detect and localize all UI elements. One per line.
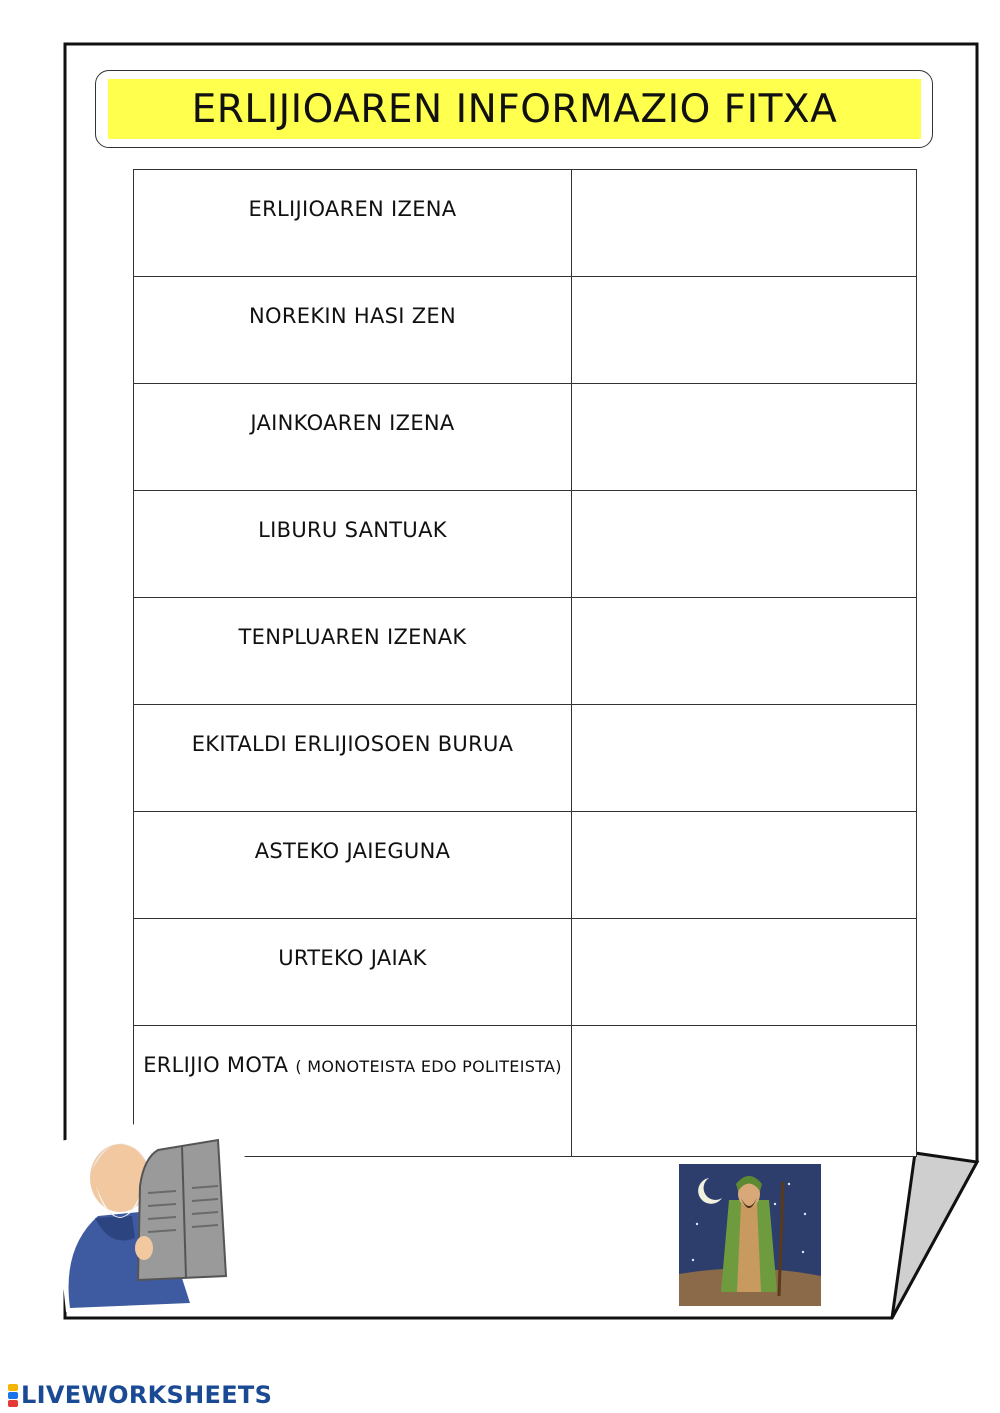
- liveworksheets-logo-icon: [8, 1384, 18, 1407]
- table-row: [134, 170, 917, 277]
- label-cell: URTEKO JAIAK: [134, 919, 572, 1026]
- table-row: [134, 491, 917, 598]
- table-row: [134, 277, 917, 384]
- page-title: ERLIJIOAREN INFORMAZIO FITXA: [191, 86, 838, 132]
- label-note: ( MONOTEISTA EDO POLITEISTA): [295, 1057, 562, 1076]
- table-row: [134, 598, 917, 705]
- brand-footer: [8, 1381, 272, 1409]
- label-cell: ASTEKO JAIEGUNA: [134, 812, 572, 919]
- info-table: [133, 169, 917, 1157]
- label-cell: TENPLUAREN IZENAK: [134, 598, 572, 705]
- table-row: [134, 384, 917, 491]
- table-row: [134, 919, 917, 1026]
- answer-cell[interactable]: [572, 384, 917, 491]
- label-cell: NOREKIN HASI ZEN: [134, 277, 572, 384]
- label-main: ERLIJIO MOTA: [143, 1053, 289, 1077]
- label-cell: EKITALDI ERLIJIOSOEN BURUA: [134, 705, 572, 812]
- title-band: [108, 79, 921, 139]
- answer-cell[interactable]: [572, 919, 917, 1026]
- table-row: [134, 812, 917, 919]
- moses-tablets-image: [40, 1098, 255, 1318]
- answer-cell[interactable]: [572, 277, 917, 384]
- label-cell: LIBURU SANTUAK: [134, 491, 572, 598]
- prophet-night-image: [679, 1164, 821, 1306]
- answer-cell[interactable]: [572, 1026, 917, 1157]
- label-cell: ERLIJIOAREN IZENA: [134, 170, 572, 277]
- label-cell: JAINKOAREN IZENA: [134, 384, 572, 491]
- table-row: [134, 705, 917, 812]
- answer-cell[interactable]: [572, 812, 917, 919]
- answer-cell[interactable]: [572, 491, 917, 598]
- answer-cell[interactable]: [572, 705, 917, 812]
- brand-name: LIVEWORKSHEETS: [21, 1381, 273, 1409]
- answer-cell[interactable]: [572, 598, 917, 705]
- answer-cell[interactable]: [572, 170, 917, 277]
